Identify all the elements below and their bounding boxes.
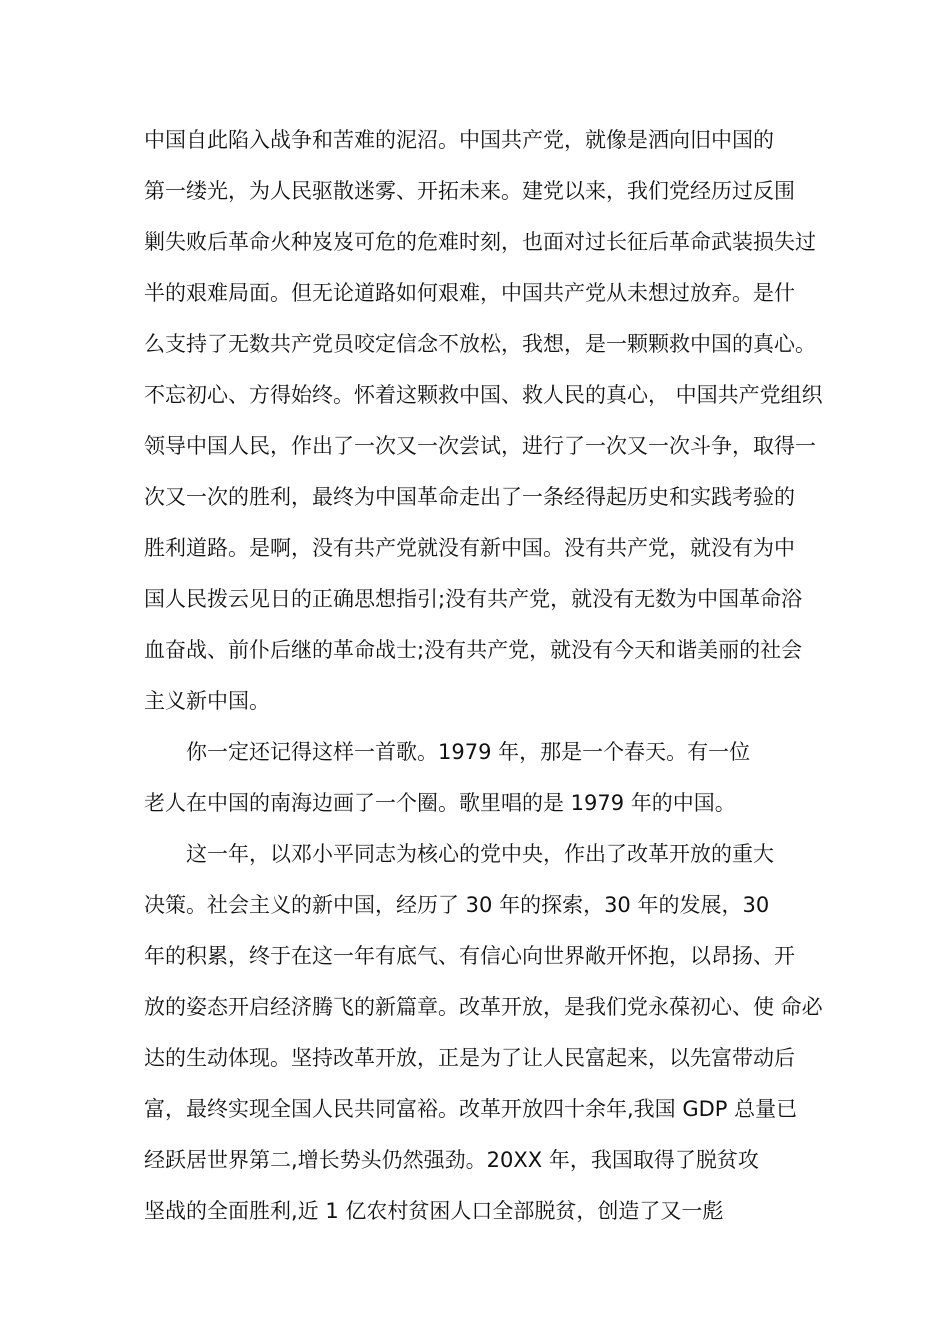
text-line: 达的生动体现。坚持改革开放，正是为了让人民富起来，以先富带动后 [144, 1046, 795, 1070]
text-line: 老人在中国的南海边画了一个圈。歌里唱的是 1979 年的中国。 [144, 791, 736, 815]
text-line: 年的积累，终于在这一年有底气、有信心向世界敞开怀抱，以昂扬、开 [144, 944, 795, 968]
text-line: 中国自此陷入战争和苦难的泥沼。中国共产党，就像是洒向旧中国的 [144, 128, 774, 152]
text-line: 血奋战、前仆后继的革命战士;没有共产党，就没有今天和谐美丽的社会 [144, 638, 803, 662]
paragraph-first-line: 你一定还记得这样一首歌。1979 年，那是一个春天。有一位 [186, 740, 751, 764]
text-line: 富，最终实现全国人民共同富裕。改革开放四十余年,我国 GDP 总量已 [144, 1097, 798, 1121]
text-line: 不忘初心、方得始终。怀着这颗救中国、救人民的真心， 中国共产党组织 [144, 383, 823, 407]
text-line: 主义新中国。 [144, 689, 270, 713]
text-line: 放的姿态开启经济腾飞的新篇章。改革开放，是我们党永葆初心、使 命必 [144, 995, 823, 1019]
text-line: 第一缕光，为人民驱散迷雾、开拓未来。建党以来，我们党经历过反围 [144, 179, 795, 203]
text-line: 么支持了无数共产党员咬定信念不放松，我想，是一颗颗救中国的真心。 [144, 332, 816, 356]
paragraph-first-line: 这一年，以邓小平同志为核心的党中央，作出了改革开放的重大 [186, 842, 774, 866]
text-line: 次又一次的胜利，最终为中国革命走出了一条经得起历史和实践考验的 [144, 485, 795, 509]
text-line: 坚战的全面胜利,近 1 亿农村贫困人口全部脱贫，创造了又一彪 [144, 1199, 724, 1223]
text-line: 经跃居世界第二,增长势头仍然强劲。20XX 年，我国取得了脱贫攻 [144, 1148, 759, 1172]
text-line: 剿失败后革命火种岌岌可危的危难时刻，也面对过长征后革命武装损失过 [144, 230, 816, 254]
text-line: 决策。社会主义的新中国，经历了 30 年的探索，30 年的发展，30 [144, 893, 770, 917]
text-line: 领导中国人民，作出了一次又一次尝试，进行了一次又一次斗争，取得一 [144, 434, 816, 458]
text-line: 胜利道路。是啊，没有共产党就没有新中国。没有共产党，就没有为中 [144, 536, 795, 560]
text-line: 半的艰难局面。但无论道路如何艰难，中国共产党从未想过放弃。是什 [144, 281, 795, 305]
text-line: 国人民拨云见日的正确思想指引;没有共产党，就没有无数为中国革命浴 [144, 587, 803, 611]
